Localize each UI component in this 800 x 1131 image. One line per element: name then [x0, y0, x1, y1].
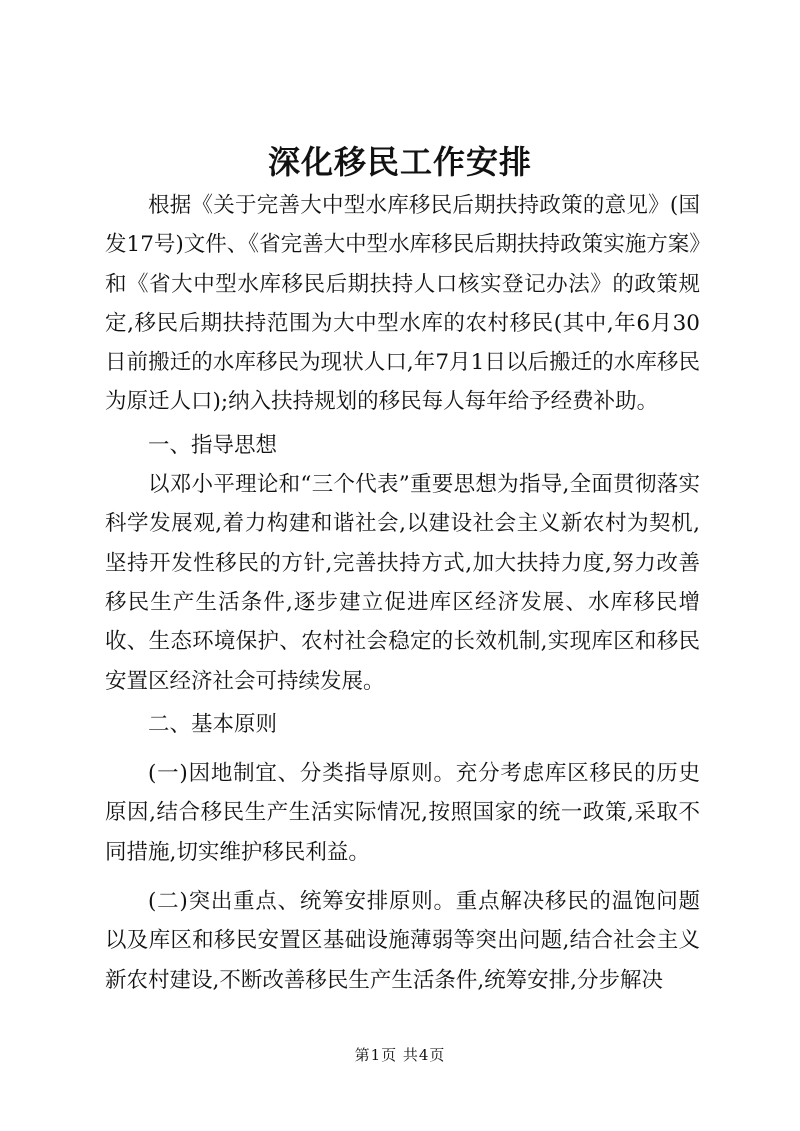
- document-body: [105, 186, 700, 1000]
- section-heading-basic-principles: 二、基本原则: [148, 711, 278, 737]
- paragraph-principle-2: (二)突出重点、统筹安排原则。重点解决移民的温饱问题以及库区和移民安置区基础设施薄弱等突出问题,结合社会主义新农村建设,不断改善移民生产生活条件,统筹安排,分步解决: [105, 889, 700, 993]
- paragraph-guiding-ideology: 以邓小平理论和“三个代表”重要思想为指导,全面贯彻落实科学发展观,着力构建和谐社会,以建设社会主义新农村为契机,坚持开发性移民的方针,完善扶持方式,加大扶持力度,努力改善移民生产生活条件,逐步建立促进库区经济发展、水库移民增收、生态环境保护、农村社会稳定的长效机制,实现库区和移民安置区经济社会可持续发展。: [105, 472, 700, 694]
- paragraph-principle-1: (一)因地制宜、分类指导原则。充分考虑库区移民的历史原因,结合移民生产生活实际情况,按照国家的统一政策,采取不同措施,切实维护移民利益。: [105, 761, 700, 865]
- page-number-footer: 第1页 共4页: [354, 1046, 446, 1064]
- paragraph-policy-basis: 根据《关于完善大中型水库移民后期扶持政策的意见》(国发17号)文件、《省完善大中型水库移民后期扶持政策实施方案》和《省大中型水库移民后期扶持人口核实登记办法》的政策规定,移民后期扶持范围为大中型水库的农村移民(其中,年6月30日前搬迁的水库移民为现状人口,年7月1日以后搬迁的水库移民为原迁人口);纳入扶持规划的移民每人每年给予经费补助。: [105, 193, 700, 415]
- section-heading-guiding-ideology: 一、指导思想: [148, 432, 278, 458]
- document-title: 深化移民工作安排: [267, 143, 532, 181]
